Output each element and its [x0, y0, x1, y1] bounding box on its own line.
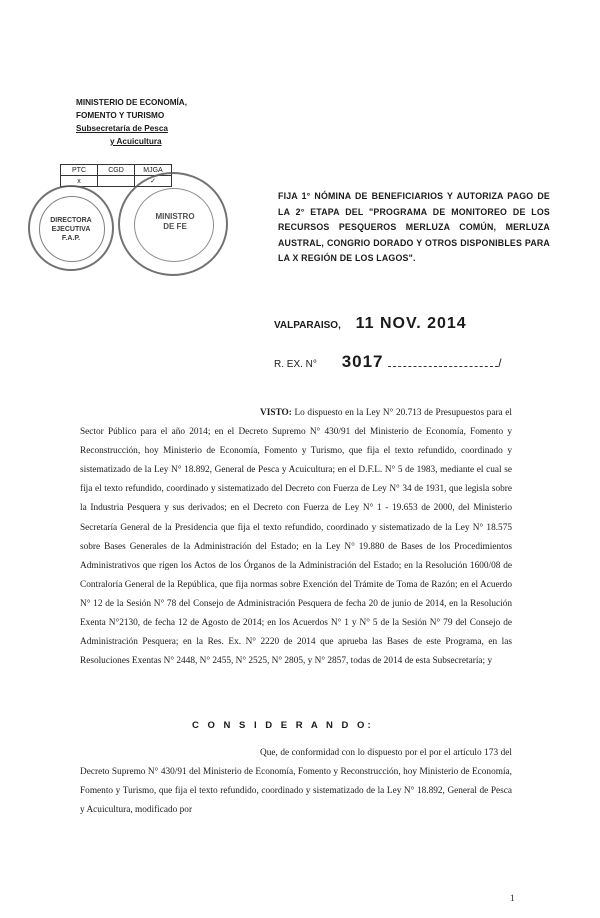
seal-line: EJECUTIVA [51, 226, 91, 233]
rex-slash: / [498, 356, 502, 370]
visto-paragraph [80, 404, 512, 671]
ministro-de-fe-seal-text [140, 212, 210, 232]
resolution-number [274, 352, 514, 372]
rex-label: R. EX. N° [274, 359, 317, 370]
rex-underline [388, 366, 498, 367]
directora-seal-text [36, 216, 106, 243]
rex-number: 3017 [341, 352, 384, 371]
seal-line: MINISTRO [155, 212, 195, 221]
subsecretaria-name-2: y Acuicultura [110, 137, 162, 146]
considerando-heading: C O N S I D E R A N D O: [192, 720, 374, 731]
considerando-paragraph: Que, de conformidad con lo dispuesto por el por el artículo 173 del Decreto Supremo N° 430/91 del Ministerio de Economía, Fomento y Reconstrucción, hoy Ministerio de Economía, Fomento y Turismo, que fija el texto refundido, coordinado y sistematizado de la Ley N° 18.892, General de Pesca y Acuicultura, modificado por [80, 748, 512, 816]
seal-line: DIRECTORA [50, 217, 92, 224]
ministry-header [76, 96, 256, 148]
approval-header-ptc: PTC [61, 165, 98, 176]
place-and-date [274, 315, 467, 333]
visto-label: VISTO: [260, 408, 292, 418]
approval-mark-mjga: ✓ [135, 176, 172, 187]
approval-mark-ptc: x [61, 176, 98, 187]
approval-header-cgd: CGD [98, 165, 135, 176]
subsecretaria-name: Subsecretaría de Pesca [76, 124, 168, 133]
approval-header-mjga: MJGA [135, 165, 172, 176]
page-number: 1 [510, 893, 515, 903]
visto-text: Lo dispuesto en la Ley N° 20.713 de Presupuestos para el Sector Público para el año 2014; en el Decreto Supremo N° 430/91 del Ministerio de Economía, Fomento y Reconstrucción, hoy Ministerio de Economía, Fomento y Turismo, que fija el texto refundido, coordinado y sistematizado de la Ley N° 18.892, General de Pesca y Acuicultura; en el D.F.L. N° 5 de 1983, mediante el cual se fija el texto refundido, coordinado y sistematizado del Decreto con Fuerza de Ley N° 34 de 1931, que legisla sobre la Industria Pesquera y sus derivados; en el Decreto con Fuerza de Ley N° 1 - 19.653 de 2000, del Ministerio Secretaría General de la Presidencia que fija el texto refundido, coordinado y sistematizado de la Ley N° 18.575 sobre Bases Generales de la Administración del Estado; en la Ley N° 19.880 de Bases de los Procedimientos Administrativos que rigen los Actos de los Órganos de la Administración del Estado; en la Resolución 1600/08 de Contraloría General de la República, que fija normas sobre Exención del Trámite de Toma de Razón; en el Acuerdo N° 12 de la Sesión N° 78 del Consejo de Administración Pesquera de fecha 20 de junio de 2014, en la Resolución Exenta N°2130, de fecha 12 de Agosto de 2014; en los Acuerdos N° 1 y N° 5 de la Sesión N° 79 del Consejo de Administración Pesquera; en la Res. Ex. N° 2220 de 2014 que aprueba las Bases de este Programa, en las Resoluciones Exentas N° 2448, N° 2455, N° 2525, N° 2805, y N° 2857, todas de 2014 de esta Subsecretaría; y [80, 408, 512, 667]
seal-line: F.A.P. [61, 235, 81, 242]
ministry-subname: FOMENTO Y TURISMO [76, 111, 165, 120]
resolution-title: FIJA 1° NÓMINA DE BENEFICIARIOS Y AUTORIZA PAGO DE LA 2° ETAPA DEL "PROGRAMA DE MONITOREO DE LOS RECURSOS PESQUEROS MERLUZA COMÚN, MERLUZA AUSTRAL, CONGRIO DORADO Y OTROS DISPONIBLES PARA LA X REGIÓN DE LOS LAGOS". [278, 191, 550, 263]
date-stamp: 11 NOV. 2014 [355, 315, 467, 332]
approval-mark-cgd [98, 176, 135, 187]
place: VALPARAISO, [274, 320, 341, 331]
ministry-name: MINISTERIO DE ECONOMÍA, [76, 98, 187, 107]
seal-line: DE FE [163, 222, 187, 231]
